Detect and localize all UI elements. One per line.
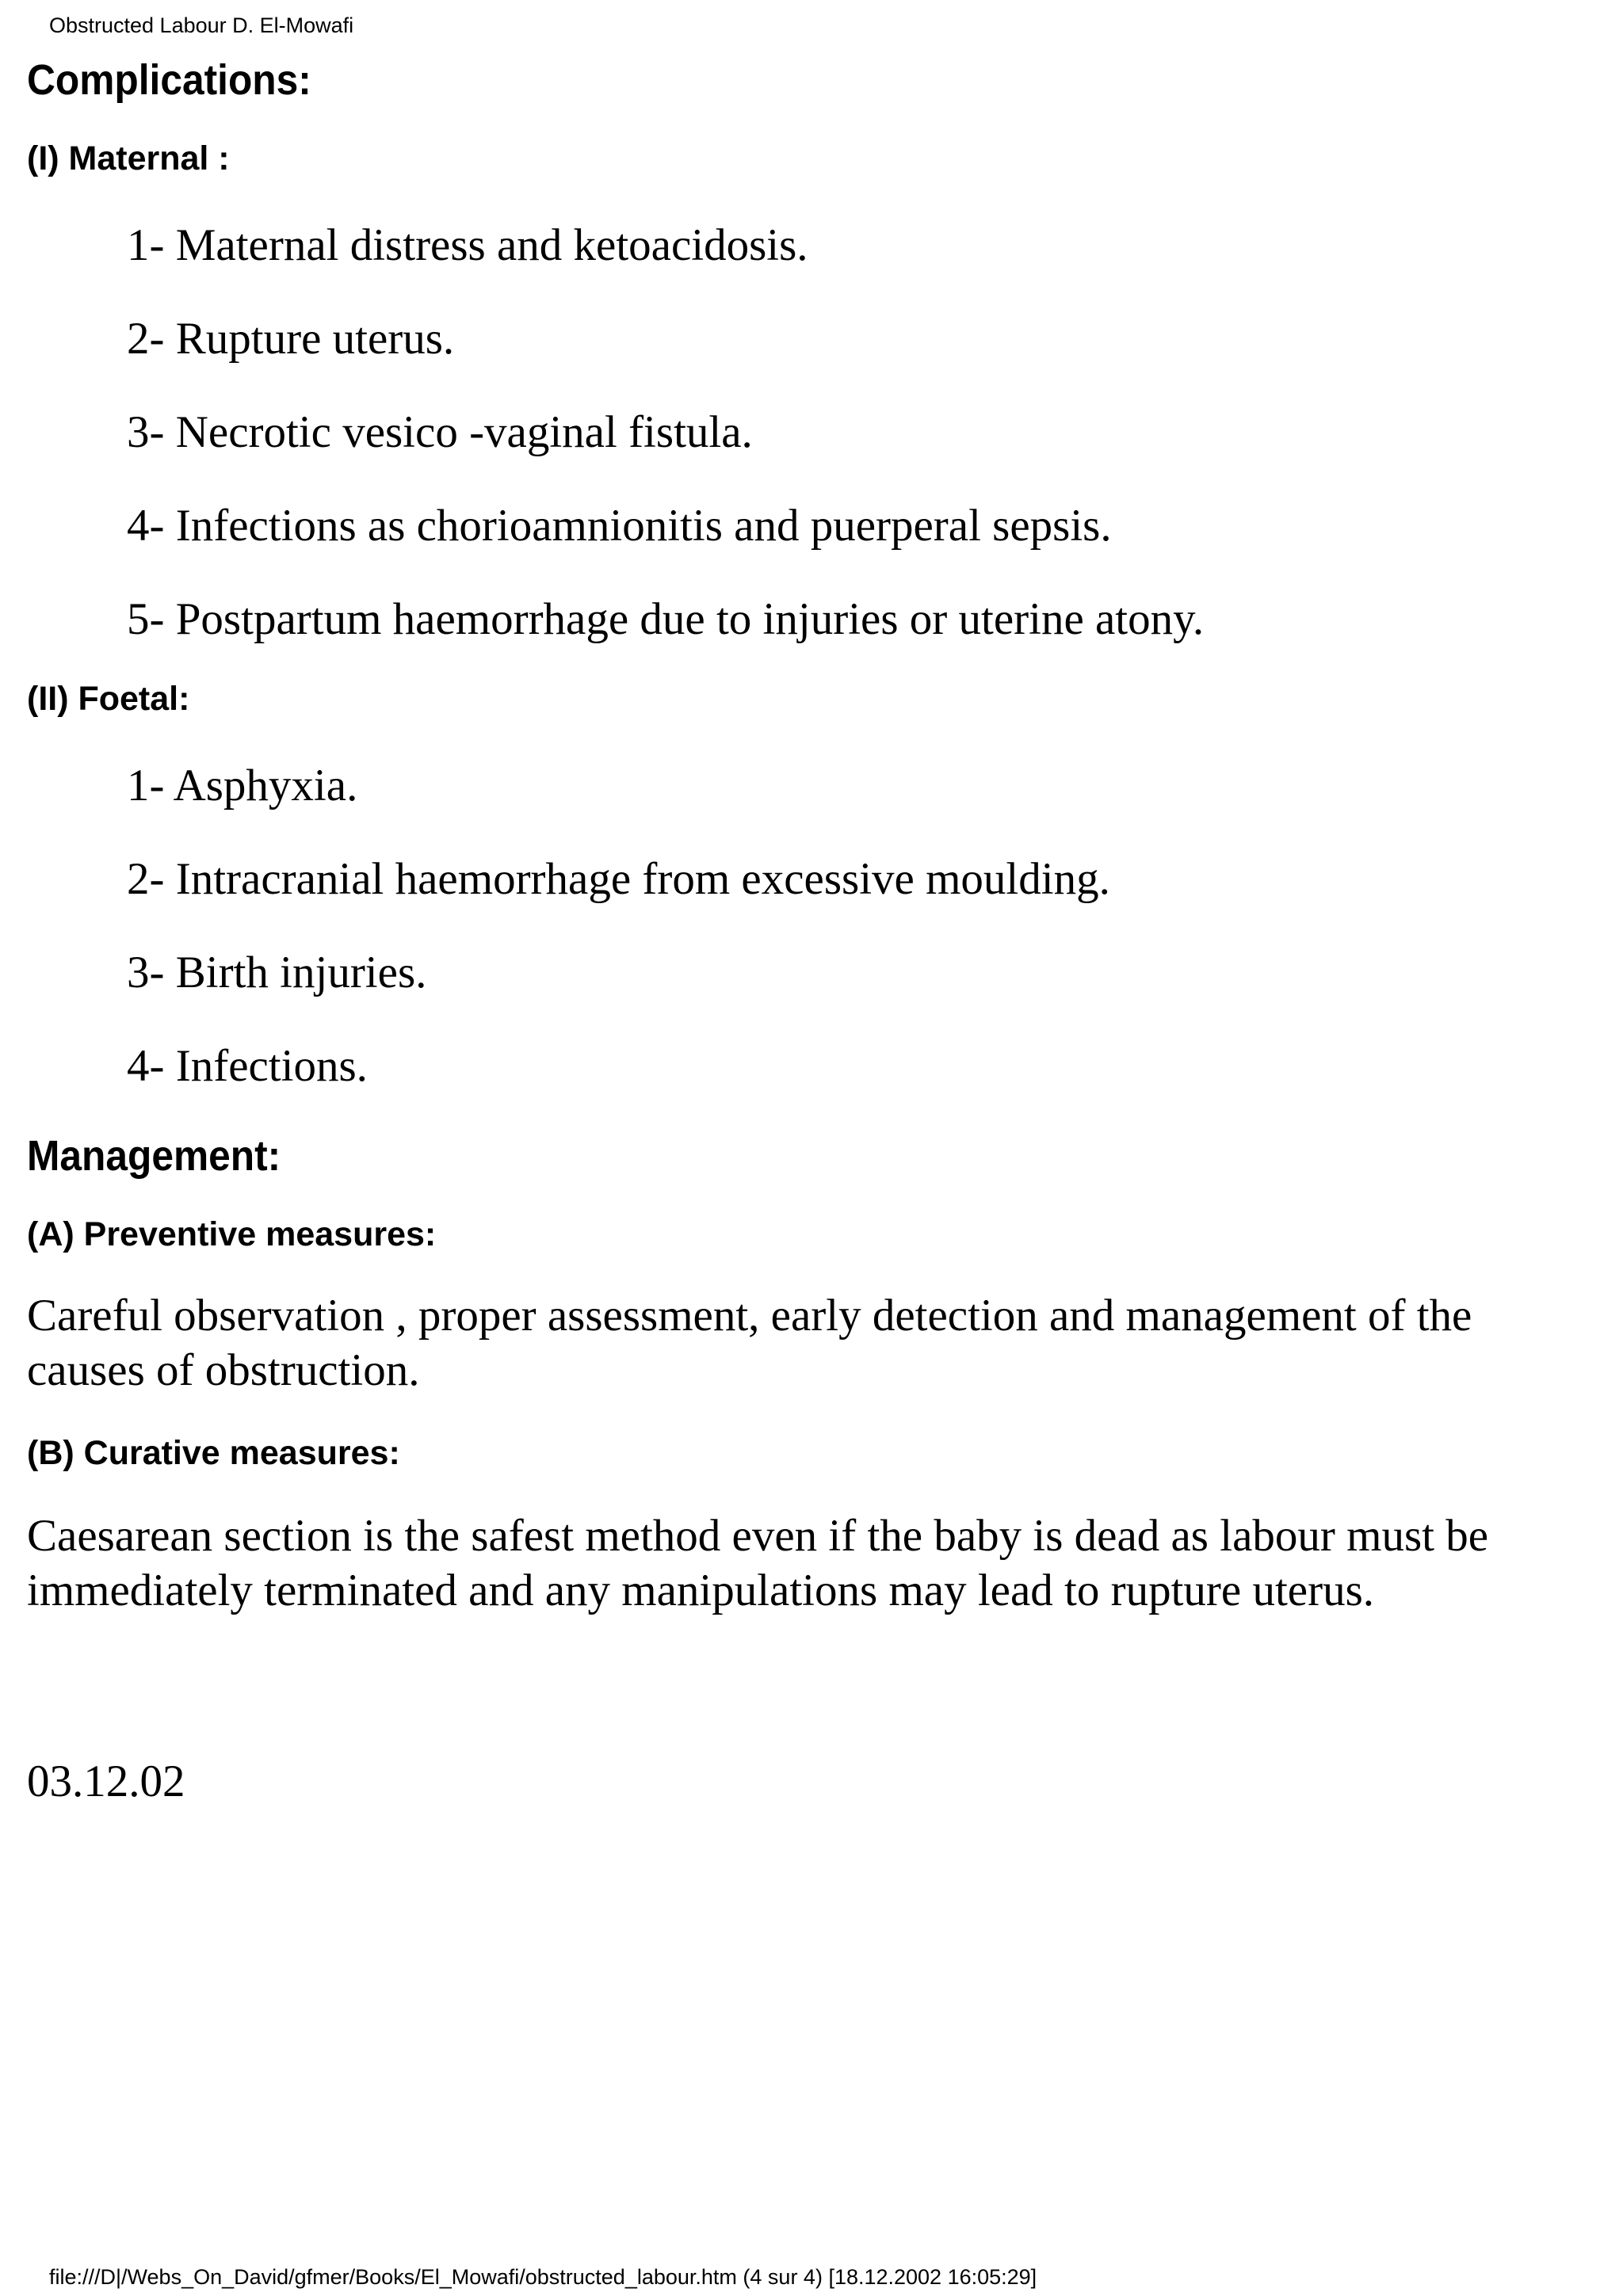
document-date: 03.12.02 <box>27 1756 185 1806</box>
file-path-footer: file:///D|/Webs_On_David/gfmer/Books/El_Mowafi/obstructed_labour.htm (4 sur 4) [18.12.2002 16:05:29] <box>49 2265 1037 2289</box>
management-heading: Management: <box>27 1132 281 1180</box>
preventive-measures-subheading: (A) Preventive measures: <box>27 1215 437 1253</box>
list-item: 2- Rupture uterus. <box>127 314 455 364</box>
complications-heading: Complications: <box>27 56 311 104</box>
maternal-subheading: (I) Maternal : <box>27 139 230 177</box>
curative-measures-text: Caesarean section is the safest method even if the baby is dead as labour must be immediately terminated and any manipulations may lead to rupture uterus. <box>27 1511 1489 1615</box>
running-header: Obstructed Labour D. El-Mowafi <box>49 13 354 37</box>
list-item: 5- Postpartum haemorrhage due to injuries or uterine atony. <box>127 594 1205 644</box>
list-item: 1- Maternal distress and ketoacidosis. <box>127 220 808 270</box>
list-item: 4- Infections. <box>127 1041 368 1091</box>
foetal-subheading: (II) Foetal: <box>27 680 190 718</box>
maternal-complications-list <box>127 214 1204 681</box>
list-item: 3- Necrotic vesico -vaginal fistula. <box>127 407 753 457</box>
preventive-measures-text: Careful observation , proper assessment, early detection and management of the causes of obstruction. <box>27 1291 1472 1395</box>
curative-measures-subheading: (B) Curative measures: <box>27 1434 400 1472</box>
foetal-complications-list <box>127 754 1110 1128</box>
list-item: 3- Birth injuries. <box>127 948 427 997</box>
list-item: 1- Asphyxia. <box>127 761 358 810</box>
list-item: 4- Infections as chorioamnionitis and puerperal sepsis. <box>127 501 1112 551</box>
list-item: 2- Intracranial haemorrhage from excessive moulding. <box>127 854 1110 904</box>
